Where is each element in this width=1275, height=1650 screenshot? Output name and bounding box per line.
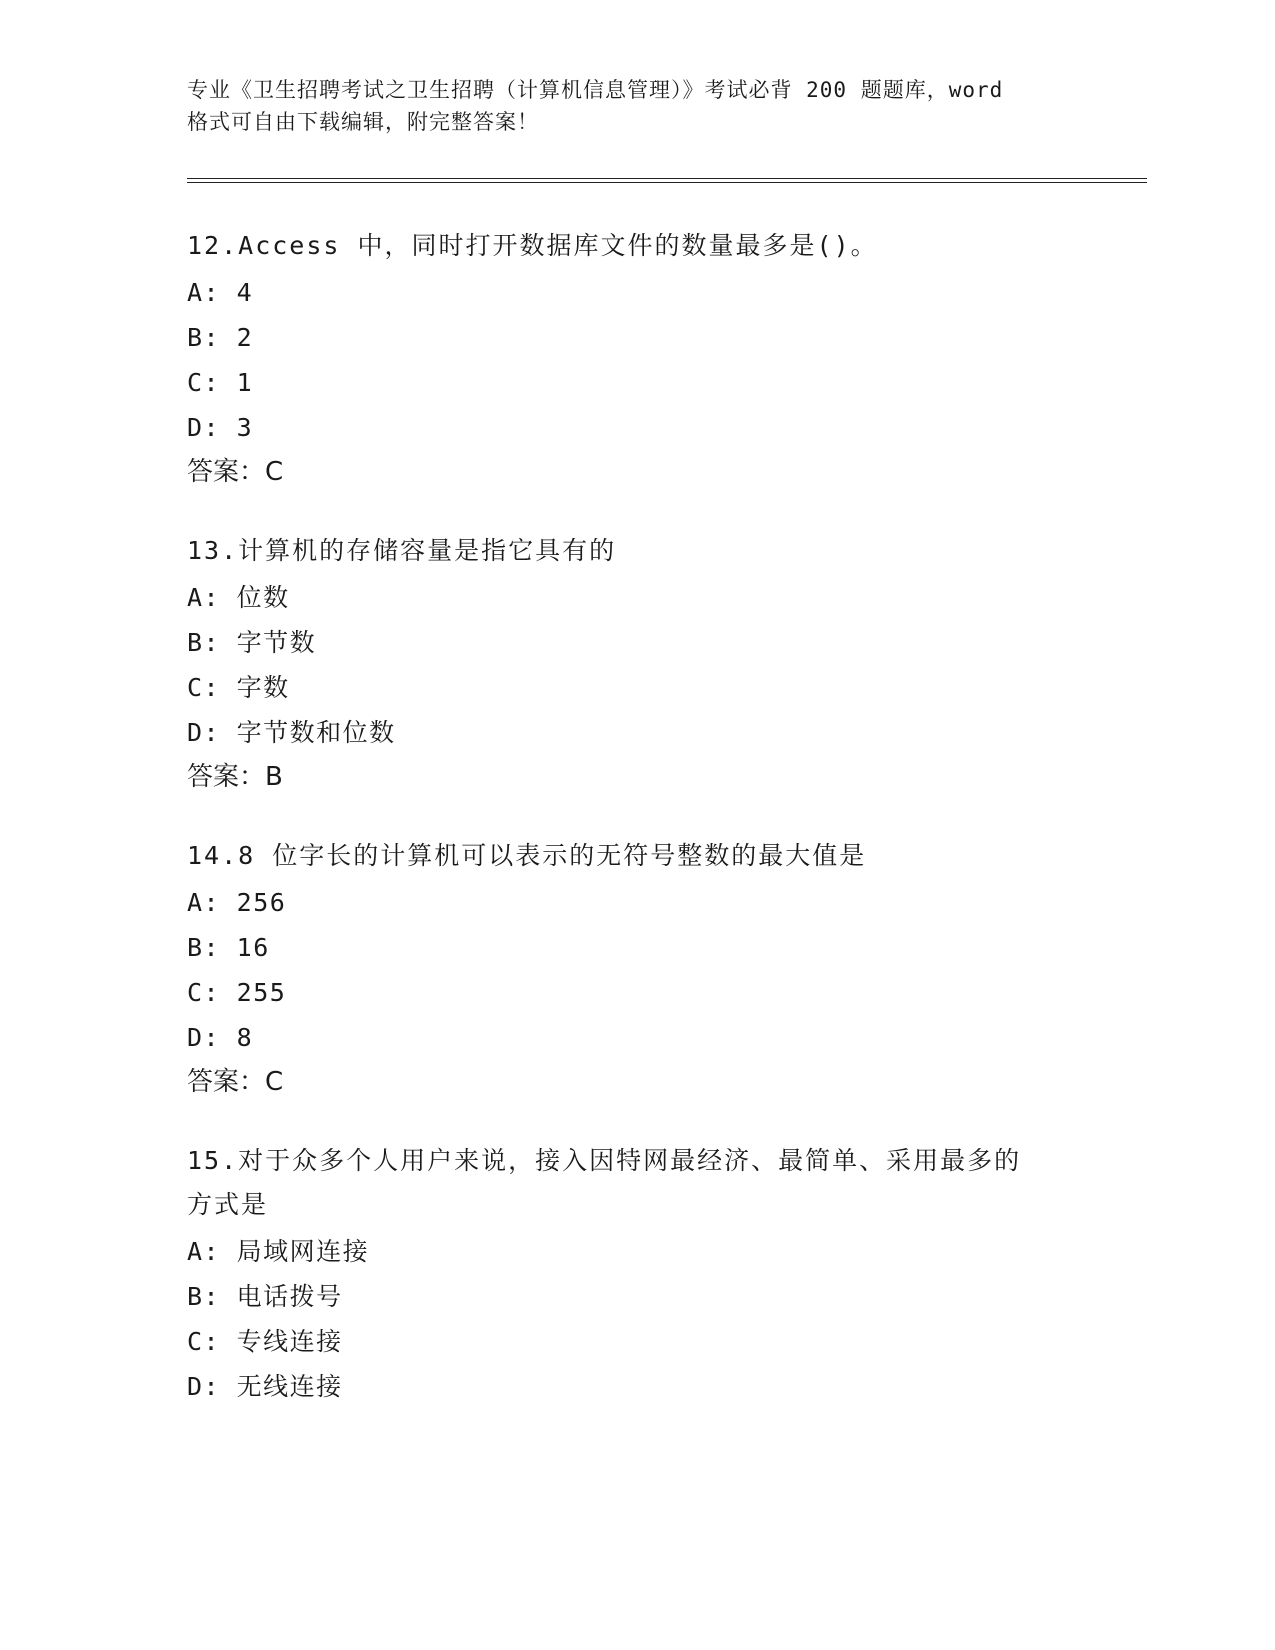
header-line-1: 专业《卫生招聘考试之卫生招聘（计算机信息管理）》考试必背 200 题题库，word <box>187 78 1004 102</box>
question-stem: 14.8 位字长的计算机可以表示的无符号整数的最大值是 <box>187 841 867 870</box>
option-d: D: 3 <box>187 413 254 442</box>
option-d: D: 8 <box>187 1023 254 1052</box>
question-stem-line-2: 方式是 <box>187 1190 269 1219</box>
question-15 <box>187 1139 1087 1409</box>
question-12 <box>187 224 1087 494</box>
document-header <box>187 74 1087 138</box>
option-b: B: 2 <box>187 323 254 352</box>
option-a: A: 256 <box>187 888 287 917</box>
option-a: A: 4 <box>187 278 254 307</box>
option-c: C: 专线连接 <box>187 1327 343 1356</box>
option-d: D: 字节数和位数 <box>187 718 396 747</box>
answer: 答案：C <box>187 457 284 487</box>
question-stem: 12.Access 中，同时打开数据库文件的数量最多是()。 <box>187 231 878 260</box>
option-d: D: 无线连接 <box>187 1372 343 1401</box>
header-divider <box>187 178 1147 183</box>
question-stem-line-1: 15.对于众多个人用户来说，接入因特网最经济、最简单、采用最多的 <box>187 1146 1022 1175</box>
question-14 <box>187 834 1087 1104</box>
header-line-2: 格式可自由下载编辑，附完整答案！ <box>187 110 539 134</box>
option-c: C: 字数 <box>187 673 290 702</box>
option-a: A: 局域网连接 <box>187 1237 370 1266</box>
answer: 答案：C <box>187 1067 284 1097</box>
option-c: C: 255 <box>187 978 287 1007</box>
option-c: C: 1 <box>187 368 254 397</box>
option-b: B: 16 <box>187 933 270 962</box>
question-13 <box>187 529 1087 799</box>
option-b: B: 电话拨号 <box>187 1282 343 1311</box>
answer: 答案：B <box>187 762 283 792</box>
option-a: A: 位数 <box>187 583 290 612</box>
question-stem: 13.计算机的存储容量是指它具有的 <box>187 536 617 565</box>
option-b: B: 字节数 <box>187 628 317 657</box>
